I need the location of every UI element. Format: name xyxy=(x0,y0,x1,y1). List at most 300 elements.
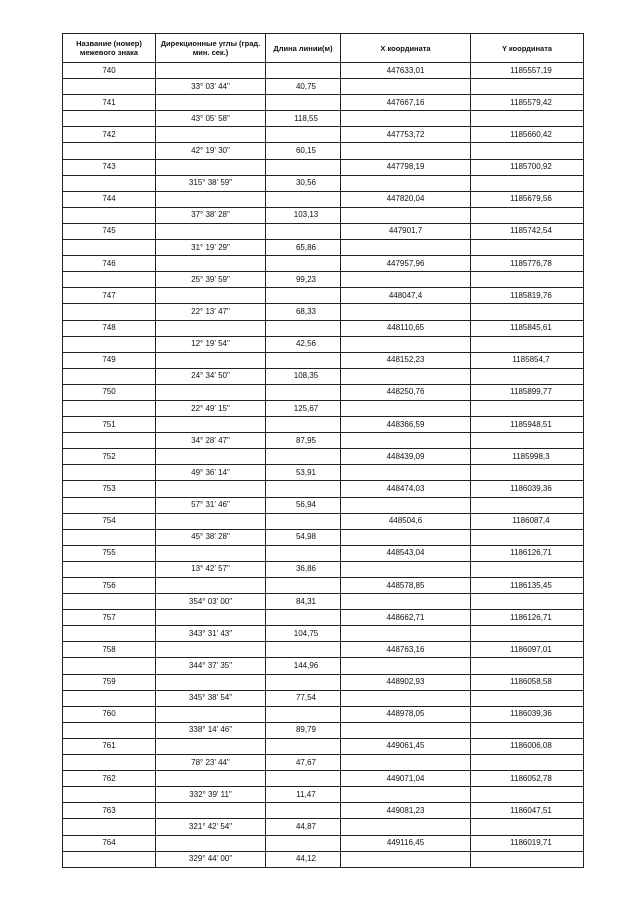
empty-angle-cell xyxy=(156,63,266,79)
y-coordinate-cell: 1186135,45 xyxy=(471,578,584,594)
segment-row xyxy=(63,722,584,738)
segment-row xyxy=(63,787,584,803)
line-length-cell: 108,35 xyxy=(266,368,341,384)
direction-angle-cell: 49° 36' 14" xyxy=(156,465,266,481)
empty-length-cell xyxy=(266,159,341,175)
y-coordinate-cell: 1185819,76 xyxy=(471,288,584,304)
segment-row xyxy=(63,304,584,320)
y-coordinate-cell: 1185557,19 xyxy=(471,63,584,79)
empty-length-cell xyxy=(266,674,341,690)
empty-length-cell xyxy=(266,706,341,722)
segment-row xyxy=(63,561,584,577)
empty-y-cell xyxy=(471,787,584,803)
empty-x-cell xyxy=(341,368,471,384)
y-coordinate-cell: 1185679,56 xyxy=(471,191,584,207)
empty-angle-cell xyxy=(156,642,266,658)
direction-angle-cell: 24° 34' 50" xyxy=(156,368,266,384)
empty-x-cell xyxy=(341,433,471,449)
header-point-name: Название (номер) межевого знака xyxy=(63,34,156,63)
segment-row xyxy=(63,690,584,706)
empty-length-cell xyxy=(266,256,341,272)
point-name-cell: 761 xyxy=(63,738,156,754)
point-row xyxy=(63,417,584,433)
segment-row xyxy=(63,755,584,771)
empty-y-cell xyxy=(471,143,584,159)
y-coordinate-cell: 1185700,92 xyxy=(471,159,584,175)
empty-angle-cell xyxy=(156,352,266,368)
segment-row xyxy=(63,819,584,835)
point-name-cell: 742 xyxy=(63,127,156,143)
point-row xyxy=(63,288,584,304)
empty-y-cell xyxy=(471,465,584,481)
segment-row xyxy=(63,272,584,288)
empty-x-cell xyxy=(341,240,471,256)
y-coordinate-cell: 1186126,71 xyxy=(471,610,584,626)
empty-length-cell xyxy=(266,545,341,561)
direction-angle-cell: 321° 42' 54" xyxy=(156,819,266,835)
y-coordinate-cell: 1186047,51 xyxy=(471,803,584,819)
point-name-cell: 746 xyxy=(63,256,156,272)
point-name-cell: 747 xyxy=(63,288,156,304)
empty-name-cell xyxy=(63,787,156,803)
empty-length-cell xyxy=(266,63,341,79)
empty-length-cell xyxy=(266,352,341,368)
line-length-cell: 125,67 xyxy=(266,400,341,416)
segment-row xyxy=(63,658,584,674)
empty-angle-cell xyxy=(156,384,266,400)
segment-row xyxy=(63,626,584,642)
empty-name-cell xyxy=(63,755,156,771)
line-length-cell: 47,67 xyxy=(266,755,341,771)
empty-y-cell xyxy=(471,336,584,352)
direction-angle-cell: 57° 31' 46" xyxy=(156,497,266,513)
x-coordinate-cell: 447901,7 xyxy=(341,223,471,239)
empty-length-cell xyxy=(266,449,341,465)
empty-name-cell xyxy=(63,465,156,481)
header-line-length: Длина линии(м) xyxy=(266,34,341,63)
y-coordinate-cell: 1186039,36 xyxy=(471,706,584,722)
point-row xyxy=(63,545,584,561)
empty-x-cell xyxy=(341,336,471,352)
empty-angle-cell xyxy=(156,159,266,175)
y-coordinate-cell: 1185899,77 xyxy=(471,384,584,400)
direction-angle-cell: 22° 49' 15" xyxy=(156,400,266,416)
segment-row xyxy=(63,497,584,513)
direction-angle-cell: 332° 39' 11" xyxy=(156,787,266,803)
table-body xyxy=(63,63,584,868)
point-row xyxy=(63,771,584,787)
empty-length-cell xyxy=(266,642,341,658)
segment-row xyxy=(63,529,584,545)
empty-y-cell xyxy=(471,722,584,738)
empty-length-cell xyxy=(266,417,341,433)
point-row xyxy=(63,835,584,851)
point-name-cell: 751 xyxy=(63,417,156,433)
point-row xyxy=(63,513,584,529)
x-coordinate-cell: 447798,19 xyxy=(341,159,471,175)
empty-angle-cell xyxy=(156,127,266,143)
empty-y-cell xyxy=(471,240,584,256)
direction-angle-cell: 34° 28' 47" xyxy=(156,433,266,449)
empty-x-cell xyxy=(341,529,471,545)
y-coordinate-cell: 1186097,01 xyxy=(471,642,584,658)
segment-row xyxy=(63,175,584,191)
x-coordinate-cell: 448763,16 xyxy=(341,642,471,658)
y-coordinate-cell: 1186006,08 xyxy=(471,738,584,754)
empty-x-cell xyxy=(341,561,471,577)
empty-y-cell xyxy=(471,111,584,127)
empty-angle-cell xyxy=(156,513,266,529)
direction-angle-cell: 338° 14' 46" xyxy=(156,722,266,738)
x-coordinate-cell: 449071,04 xyxy=(341,771,471,787)
y-coordinate-cell: 1186058,58 xyxy=(471,674,584,690)
empty-name-cell xyxy=(63,240,156,256)
y-coordinate-cell: 1185948,51 xyxy=(471,417,584,433)
line-length-cell: 118,55 xyxy=(266,111,341,127)
line-length-cell: 30,56 xyxy=(266,175,341,191)
y-coordinate-cell: 1185776,78 xyxy=(471,256,584,272)
empty-name-cell xyxy=(63,143,156,159)
empty-angle-cell xyxy=(156,449,266,465)
empty-angle-cell xyxy=(156,835,266,851)
x-coordinate-cell: 449116,45 xyxy=(341,835,471,851)
point-name-cell: 754 xyxy=(63,513,156,529)
direction-angle-cell: 343° 31' 43" xyxy=(156,626,266,642)
empty-angle-cell xyxy=(156,191,266,207)
header-x-coordinate: X координата xyxy=(341,34,471,63)
empty-y-cell xyxy=(471,400,584,416)
x-coordinate-cell: 448152,23 xyxy=(341,352,471,368)
line-length-cell: 42,56 xyxy=(266,336,341,352)
empty-angle-cell xyxy=(156,417,266,433)
empty-y-cell xyxy=(471,175,584,191)
x-coordinate-cell: 448902,93 xyxy=(341,674,471,690)
empty-x-cell xyxy=(341,787,471,803)
x-coordinate-cell: 448978,05 xyxy=(341,706,471,722)
y-coordinate-cell: 1186039,36 xyxy=(471,481,584,497)
empty-angle-cell xyxy=(156,256,266,272)
point-name-cell: 743 xyxy=(63,159,156,175)
empty-name-cell xyxy=(63,690,156,706)
x-coordinate-cell: 448250,76 xyxy=(341,384,471,400)
segment-row xyxy=(63,368,584,384)
empty-y-cell xyxy=(471,433,584,449)
point-row xyxy=(63,674,584,690)
point-name-cell: 758 xyxy=(63,642,156,658)
point-name-cell: 752 xyxy=(63,449,156,465)
empty-name-cell xyxy=(63,722,156,738)
point-name-cell: 753 xyxy=(63,481,156,497)
line-length-cell: 89,79 xyxy=(266,722,341,738)
direction-angle-cell: 33° 03' 44" xyxy=(156,79,266,95)
x-coordinate-cell: 447633,01 xyxy=(341,63,471,79)
empty-name-cell xyxy=(63,336,156,352)
empty-x-cell xyxy=(341,79,471,95)
empty-angle-cell xyxy=(156,610,266,626)
header-y-coordinate: Y координата xyxy=(471,34,584,63)
empty-x-cell xyxy=(341,755,471,771)
x-coordinate-cell: 448474,03 xyxy=(341,481,471,497)
point-row xyxy=(63,63,584,79)
point-row xyxy=(63,706,584,722)
direction-angle-cell: 45° 38' 28" xyxy=(156,529,266,545)
line-length-cell: 44,87 xyxy=(266,819,341,835)
table-header-row xyxy=(63,34,584,63)
empty-x-cell xyxy=(341,626,471,642)
point-name-cell: 756 xyxy=(63,578,156,594)
empty-y-cell xyxy=(471,690,584,706)
empty-name-cell xyxy=(63,111,156,127)
empty-angle-cell xyxy=(156,803,266,819)
y-coordinate-cell: 1186052,78 xyxy=(471,771,584,787)
line-length-cell: 99,23 xyxy=(266,272,341,288)
empty-name-cell xyxy=(63,79,156,95)
point-name-cell: 763 xyxy=(63,803,156,819)
line-length-cell: 53,91 xyxy=(266,465,341,481)
segment-row xyxy=(63,240,584,256)
y-coordinate-cell: 1185579,42 xyxy=(471,95,584,111)
line-length-cell: 84,31 xyxy=(266,594,341,610)
empty-angle-cell xyxy=(156,771,266,787)
y-coordinate-cell: 1185845,61 xyxy=(471,320,584,336)
point-name-cell: 750 xyxy=(63,384,156,400)
empty-name-cell xyxy=(63,561,156,577)
empty-y-cell xyxy=(471,79,584,95)
direction-angle-cell: 31° 19' 29" xyxy=(156,240,266,256)
segment-row xyxy=(63,79,584,95)
line-length-cell: 36,86 xyxy=(266,561,341,577)
empty-x-cell xyxy=(341,851,471,867)
empty-length-cell xyxy=(266,610,341,626)
x-coordinate-cell: 447820,04 xyxy=(341,191,471,207)
point-name-cell: 755 xyxy=(63,545,156,561)
empty-y-cell xyxy=(471,755,584,771)
empty-y-cell xyxy=(471,819,584,835)
direction-angle-cell: 22° 13' 47" xyxy=(156,304,266,320)
direction-angle-cell: 315° 38' 59" xyxy=(156,175,266,191)
empty-length-cell xyxy=(266,481,341,497)
empty-name-cell xyxy=(63,175,156,191)
empty-y-cell xyxy=(471,561,584,577)
y-coordinate-cell: 1185742,54 xyxy=(471,223,584,239)
line-length-cell: 44,12 xyxy=(266,851,341,867)
x-coordinate-cell: 448047,4 xyxy=(341,288,471,304)
point-name-cell: 757 xyxy=(63,610,156,626)
coordinates-table xyxy=(62,33,584,868)
direction-angle-cell: 12° 19' 54" xyxy=(156,336,266,352)
point-row xyxy=(63,449,584,465)
empty-x-cell xyxy=(341,819,471,835)
empty-y-cell xyxy=(471,529,584,545)
x-coordinate-cell: 447957,96 xyxy=(341,256,471,272)
empty-y-cell xyxy=(471,626,584,642)
empty-name-cell xyxy=(63,368,156,384)
x-coordinate-cell: 448543,04 xyxy=(341,545,471,561)
point-name-cell: 764 xyxy=(63,835,156,851)
empty-x-cell xyxy=(341,175,471,191)
point-name-cell: 749 xyxy=(63,352,156,368)
x-coordinate-cell: 448439,09 xyxy=(341,449,471,465)
y-coordinate-cell: 1186019,71 xyxy=(471,835,584,851)
direction-angle-cell: 42° 19' 30" xyxy=(156,143,266,159)
empty-length-cell xyxy=(266,320,341,336)
direction-angle-cell: 78° 23' 44" xyxy=(156,755,266,771)
header-direction-angle: Дирекционные углы (град. мин. сек.) xyxy=(156,34,266,63)
line-length-cell: 87,95 xyxy=(266,433,341,449)
point-row xyxy=(63,610,584,626)
point-name-cell: 745 xyxy=(63,223,156,239)
direction-angle-cell: 25° 39' 59" xyxy=(156,272,266,288)
empty-name-cell xyxy=(63,400,156,416)
empty-x-cell xyxy=(341,207,471,223)
empty-name-cell xyxy=(63,594,156,610)
segment-row xyxy=(63,111,584,127)
point-name-cell: 744 xyxy=(63,191,156,207)
direction-angle-cell: 329° 44' 00" xyxy=(156,851,266,867)
empty-y-cell xyxy=(471,497,584,513)
empty-name-cell xyxy=(63,626,156,642)
line-length-cell: 11,47 xyxy=(266,787,341,803)
point-row xyxy=(63,578,584,594)
point-row xyxy=(63,95,584,111)
segment-row xyxy=(63,465,584,481)
point-row xyxy=(63,642,584,658)
line-length-cell: 40,75 xyxy=(266,79,341,95)
empty-angle-cell xyxy=(156,545,266,561)
point-row xyxy=(63,320,584,336)
empty-y-cell xyxy=(471,851,584,867)
empty-y-cell xyxy=(471,304,584,320)
segment-row xyxy=(63,400,584,416)
empty-name-cell xyxy=(63,433,156,449)
x-coordinate-cell: 448110,65 xyxy=(341,320,471,336)
empty-y-cell xyxy=(471,368,584,384)
segment-row xyxy=(63,207,584,223)
point-name-cell: 759 xyxy=(63,674,156,690)
empty-length-cell xyxy=(266,95,341,111)
line-length-cell: 68,33 xyxy=(266,304,341,320)
empty-x-cell xyxy=(341,111,471,127)
direction-angle-cell: 344° 37' 35" xyxy=(156,658,266,674)
empty-length-cell xyxy=(266,513,341,529)
empty-name-cell xyxy=(63,658,156,674)
empty-y-cell xyxy=(471,207,584,223)
direction-angle-cell: 345° 38' 54" xyxy=(156,690,266,706)
x-coordinate-cell: 447753,72 xyxy=(341,127,471,143)
empty-name-cell xyxy=(63,304,156,320)
segment-row xyxy=(63,433,584,449)
empty-x-cell xyxy=(341,304,471,320)
y-coordinate-cell: 1185854,7 xyxy=(471,352,584,368)
x-coordinate-cell: 448366,59 xyxy=(341,417,471,433)
y-coordinate-cell: 1186126,71 xyxy=(471,545,584,561)
empty-y-cell xyxy=(471,594,584,610)
empty-length-cell xyxy=(266,738,341,754)
empty-name-cell xyxy=(63,207,156,223)
line-length-cell: 56,94 xyxy=(266,497,341,513)
empty-length-cell xyxy=(266,223,341,239)
empty-y-cell xyxy=(471,272,584,288)
point-row xyxy=(63,352,584,368)
x-coordinate-cell: 449061,45 xyxy=(341,738,471,754)
y-coordinate-cell: 1186087,4 xyxy=(471,513,584,529)
empty-x-cell xyxy=(341,400,471,416)
line-length-cell: 60,15 xyxy=(266,143,341,159)
empty-name-cell xyxy=(63,851,156,867)
empty-y-cell xyxy=(471,658,584,674)
x-coordinate-cell: 449081,23 xyxy=(341,803,471,819)
empty-x-cell xyxy=(341,465,471,481)
empty-angle-cell xyxy=(156,738,266,754)
empty-angle-cell xyxy=(156,481,266,497)
empty-x-cell xyxy=(341,497,471,513)
point-name-cell: 748 xyxy=(63,320,156,336)
empty-name-cell xyxy=(63,529,156,545)
point-row xyxy=(63,127,584,143)
line-length-cell: 54,98 xyxy=(266,529,341,545)
line-length-cell: 104,75 xyxy=(266,626,341,642)
direction-angle-cell: 13° 42' 57" xyxy=(156,561,266,577)
point-name-cell: 760 xyxy=(63,706,156,722)
empty-name-cell xyxy=(63,819,156,835)
empty-angle-cell xyxy=(156,706,266,722)
empty-angle-cell xyxy=(156,95,266,111)
empty-name-cell xyxy=(63,272,156,288)
empty-angle-cell xyxy=(156,320,266,336)
point-row xyxy=(63,223,584,239)
point-row xyxy=(63,803,584,819)
segment-row xyxy=(63,143,584,159)
x-coordinate-cell: 448662,71 xyxy=(341,610,471,626)
empty-angle-cell xyxy=(156,223,266,239)
empty-x-cell xyxy=(341,658,471,674)
direction-angle-cell: 43° 05' 58" xyxy=(156,111,266,127)
empty-x-cell xyxy=(341,143,471,159)
empty-x-cell xyxy=(341,594,471,610)
x-coordinate-cell: 448578,85 xyxy=(341,578,471,594)
point-name-cell: 740 xyxy=(63,63,156,79)
point-row xyxy=(63,191,584,207)
point-name-cell: 741 xyxy=(63,95,156,111)
empty-angle-cell xyxy=(156,674,266,690)
direction-angle-cell: 354° 03' 00" xyxy=(156,594,266,610)
segment-row xyxy=(63,594,584,610)
empty-length-cell xyxy=(266,835,341,851)
point-row xyxy=(63,481,584,497)
line-length-cell: 65,86 xyxy=(266,240,341,256)
empty-name-cell xyxy=(63,497,156,513)
point-row xyxy=(63,256,584,272)
point-row xyxy=(63,738,584,754)
empty-angle-cell xyxy=(156,288,266,304)
empty-x-cell xyxy=(341,272,471,288)
point-name-cell: 762 xyxy=(63,771,156,787)
line-length-cell: 144,96 xyxy=(266,658,341,674)
x-coordinate-cell: 447667,16 xyxy=(341,95,471,111)
empty-length-cell xyxy=(266,191,341,207)
empty-length-cell xyxy=(266,384,341,400)
empty-length-cell xyxy=(266,578,341,594)
empty-angle-cell xyxy=(156,578,266,594)
empty-x-cell xyxy=(341,690,471,706)
point-row xyxy=(63,159,584,175)
point-row xyxy=(63,384,584,400)
line-length-cell: 103,13 xyxy=(266,207,341,223)
empty-length-cell xyxy=(266,803,341,819)
y-coordinate-cell: 1185998,3 xyxy=(471,449,584,465)
x-coordinate-cell: 448504,6 xyxy=(341,513,471,529)
segment-row xyxy=(63,851,584,867)
